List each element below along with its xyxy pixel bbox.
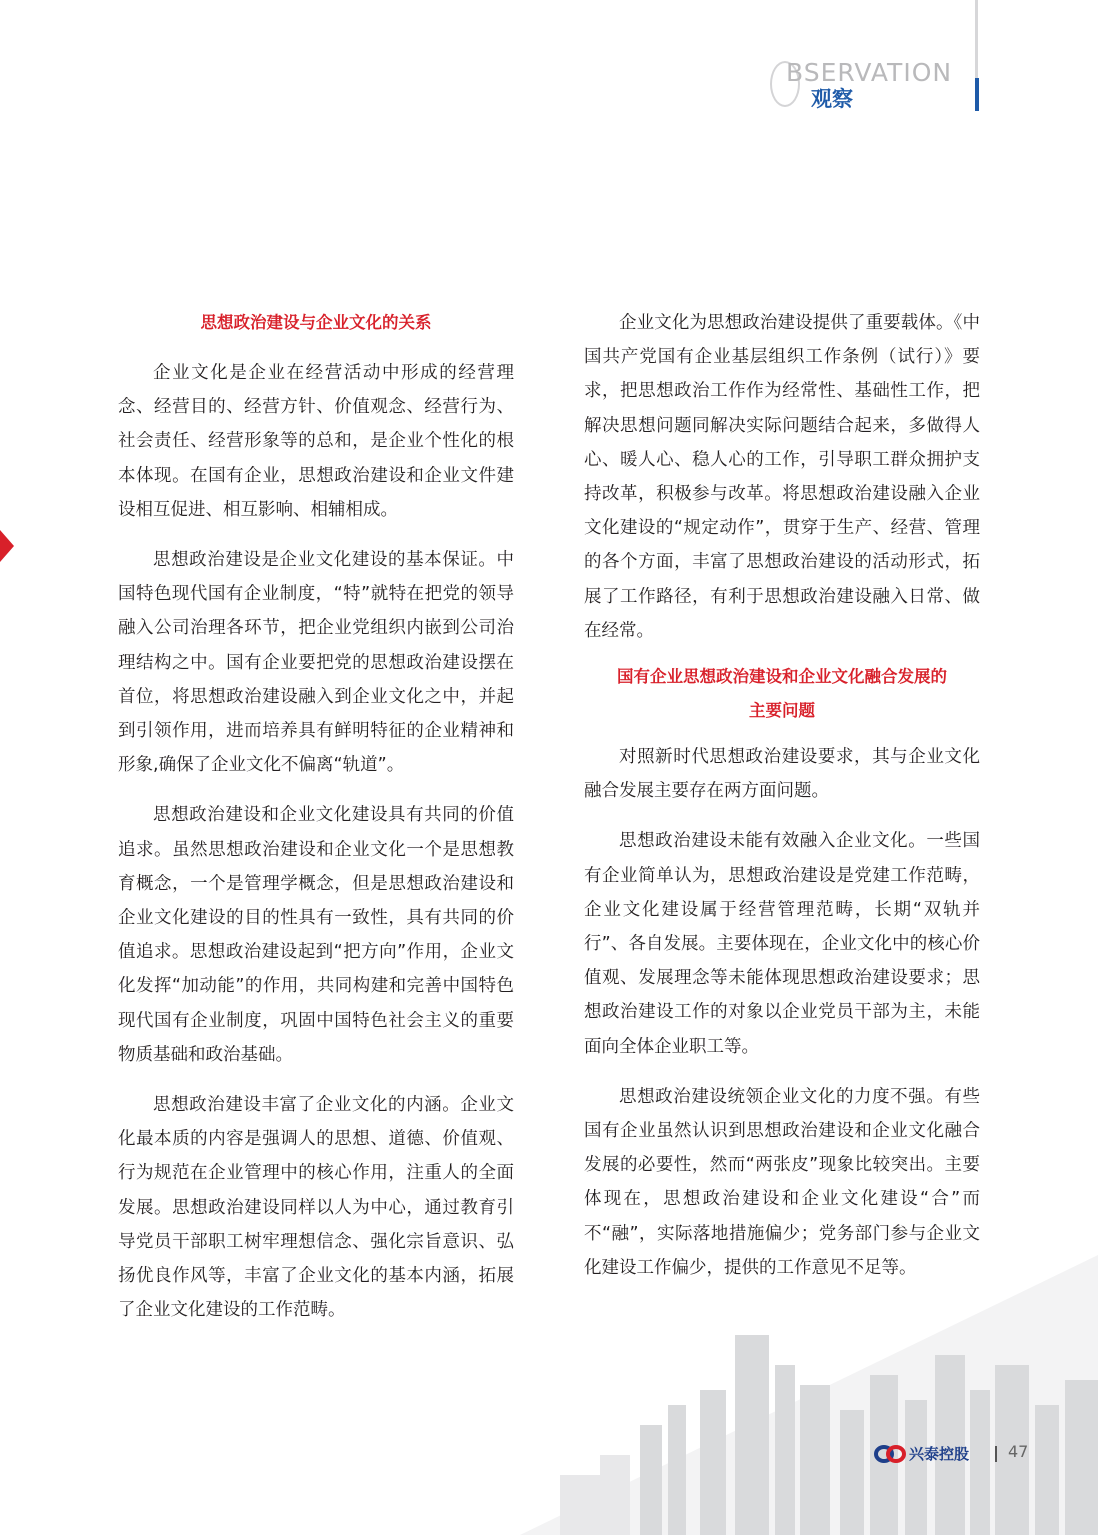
footer-brand-name: 兴泰控股 <box>909 1445 970 1463</box>
page-number: 47 <box>1008 1442 1029 1461</box>
section-title-en: BSERVATION <box>786 58 953 87</box>
right-column <box>584 306 980 1301</box>
right-paragraph-2: 思想政治建设未能有效融入企业文化。一些国有企业简单认为，思想政治建设是党建工作范畴，企业文化建设属于经营管理范畴，长期“双轨并行”、各自发展。主要体现在，企业文化中的核心价值观、发展理念等未能体现思想政治建设要求；思想政治建设工作的对象以企业党员干部为主，未能面向全体企业职工等。 <box>584 831 980 1057</box>
right-paragraph-3: 思想政治建设统领企业文化的力度不强。有些国有企业虽然认识到思想政治建设和企业文化融合发展的必要性，然而“两张皮”现象比较突出。主要体现在，思想政治建设和企业文化建设“合”而不“融”，实际落地措施偏少；党务部门参与企业文化建设工作偏少，提供的工作意见不足等。 <box>584 1086 980 1278</box>
left-paragraph-2: 思想政治建设是企业文化建设的基本保证。中国特色现代国有企业制度，“特”就特在把党的领导融入公司治理各环节，把企业党组织内嵌到公司治理结构之中。国有企业要把党的思想政治建设摆在首位，将思想政治建设融入到企业文化之中，并起到引领作用，进而培养具有鲜明特征的企业精神和形象,确保了企业文化不偏离“轨道”。 <box>118 550 514 776</box>
header-accent-bar <box>975 78 979 111</box>
right-intro-paragraph: 企业文化为思想政治建设提供了重要载体。《中国共产党国有企业基层组织工作条例（试行）》要求，把思想政治工作作为经常性、基础性工作，把解决思想问题同解决实际问题结合起来，多做得人心、暖人心、稳人心的工作，引导职工群众拥护支持改革，积极参与改革。将思想政治建设融入企业文化建设的“规定动作”，贯穿于生产、经营、管理的各个方面，丰富了思想政治建设的活动形式，拓展了工作路径，有利于思想政治建设融入日常、做在经常。 <box>584 313 980 641</box>
section-title-cn: 观察 <box>811 87 853 111</box>
right-paragraph-1: 对照新时代思想政治建设要求，其与企业文化融合发展主要存在两方面问题。 <box>584 747 980 802</box>
left-paragraph-1: 企业文化是企业在经营活动中形成的经营理念、经营目的、经营方针、价值观念、经营行为、社会责任、经营形象等的总和，是企业个性化的根本体现。在国有企业，思想政治建设和企业文件建设相互促进、相互影响、相辅相成。 <box>118 363 514 520</box>
right-section-heading <box>584 660 980 728</box>
left-paragraph-4: 思想政治建设丰富了企业文化的内涵。企业文化最本质的内容是强调人的思想、道德、价值观、行为规范在企业管理中的核心作用，注重人的全面发展。思想政治建设同样以人为中心，通过教育引导党员干部职工树牢理想信念、强化宗旨意识、弘扬优良作风等，丰富了企业文化的基本内涵，拓展了企业文化建设的工作范畴。 <box>118 1095 514 1321</box>
city-skyline-background <box>0 1215 1098 1535</box>
left-paragraph-3: 思想政治建设和企业文化建设具有共同的价值追求。虽然思想政治建设和企业文化一个是思想教育概念，一个是管理学概念，但是思想政治建设和企业文化建设的目的性具有一致性，具有共同的价值追求。思想政治建设起到“把方向”作用，企业文化发挥“加动能”的作用，共同构建和完善中国特色现代国有企业制度，巩固中国特色社会主义的重要物质基础和政治基础。 <box>118 805 514 1065</box>
right-heading-line-2: 主要问题 <box>749 701 815 721</box>
footer-logo <box>874 1443 969 1464</box>
page-edge-marker-icon <box>0 530 14 562</box>
footer-separator <box>995 1446 997 1462</box>
right-heading-line-1: 国有企业思想政治建设和企业文化融合发展的 <box>617 667 947 687</box>
left-section-heading: 思想政治建设与企业文化的关系 <box>200 313 432 332</box>
xingtai-logo-icon <box>874 1444 906 1464</box>
left-column <box>118 306 514 1343</box>
header-divider-line <box>975 0 978 78</box>
